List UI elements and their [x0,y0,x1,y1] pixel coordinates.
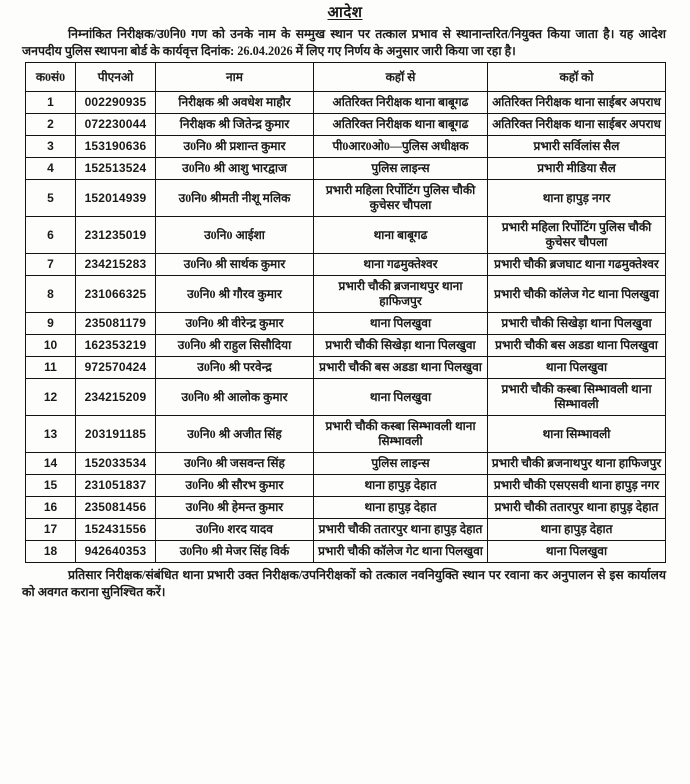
cell-pno: 234215283 [76,254,156,276]
cell-sno: 2 [26,114,76,136]
cell-to: प्रभारी मीडिया सैल [488,158,666,180]
cell-to: प्रभारी सर्विलांस सैल [488,136,666,158]
cell-from: प्रभारी चौकी सिखेड़ा थाना पिलखुवा [314,335,488,357]
cell-sno: 13 [26,416,76,453]
cell-pno: 152513524 [76,158,156,180]
cell-from: पुलिस लाइन्स [314,158,488,180]
cell-name: उ0नि0 श्री अजीत सिंह [156,416,314,453]
cell-pno: 152033534 [76,453,156,475]
cell-name: उ0नि0 श्री वीरेन्द्र कुमार [156,313,314,335]
cell-from: प्रभारी महिला रिर्पोटिंग पुलिस चौकी कुचेसर चौपला [314,180,488,217]
table-row [26,416,666,453]
cell-from: थाना बाबूगढ [314,217,488,254]
cell-from: अतिरिक्त निरीक्षक थाना बाबूगढ [314,114,488,136]
cell-pno: 203191185 [76,416,156,453]
cell-sno: 15 [26,475,76,497]
footer-text: प्रतिसार निरीक्षक/संबंधित थाना प्रभारी उक्त निरीक्षक/उपनिरीक्षकों को तत्काल नवनियुक्ति स्थान पर रवाना कर अनुपालन से इस कार्यालय को अवगत कराना सुनिश्चित करें। [22,568,666,599]
table-row [26,497,666,519]
cell-pno: 162353219 [76,335,156,357]
transfer-order-table [25,62,666,563]
cell-from: प्रभारी चौकी बस अडडा थाना पिलखुवा [314,357,488,379]
table-row [26,136,666,158]
cell-pno: 235081179 [76,313,156,335]
cell-name: उ0नि0 श्री गौरव कुमार [156,276,314,313]
cell-to: थाना हापुड़ देहात [488,519,666,541]
cell-from: थाना पिलखुवा [314,313,488,335]
table-row [26,475,666,497]
cell-name: उ0नि0 श्री सार्थक कुमार [156,254,314,276]
cell-to: अतिरिक्त निरीक्षक थाना साईबर अपराध [488,92,666,114]
cell-from: थाना हापुड़ देहात [314,497,488,519]
cell-from: प्रभारी चौकी ब्रजनाथपुर थाना हाफिजपुर [314,276,488,313]
table-header [26,63,666,92]
cell-from: थाना गढमुक्तेश्वर [314,254,488,276]
table-row [26,114,666,136]
cell-to: थाना पिलखुवा [488,357,666,379]
column-header-from: कहॉ से [314,63,488,92]
cell-to: प्रभारी चौकी ब्रजघाट थाना गढमुक्तेश्वर [488,254,666,276]
cell-name: उ0नि0 श्री जसवन्त सिंह [156,453,314,475]
cell-sno: 4 [26,158,76,180]
cell-sno: 18 [26,541,76,563]
cell-name: उ0नि0 श्री सौरभ कुमार [156,475,314,497]
cell-sno: 9 [26,313,76,335]
cell-from: थाना पिलखुवा [314,379,488,416]
cell-sno: 3 [26,136,76,158]
intro-line-2: यह आदेश जनपदीय पुलिस स्थापना बोर्ड के कार्यवृत्त दिनांक: 26.04.2026 में लिए गए निर्णय के अनुसार जारी किया जा रहा है। [22,27,666,58]
cell-sno: 5 [26,180,76,217]
cell-pno: 972570424 [76,357,156,379]
cell-sno: 8 [26,276,76,313]
cell-to: प्रभारी चौकी एसएसवी थाना हापुड़ नगर [488,475,666,497]
table-row [26,541,666,563]
page-title: आदेश [327,5,363,21]
intro-paragraph [22,26,666,59]
cell-pno: 152014939 [76,180,156,217]
table-row [26,335,666,357]
cell-sno: 1 [26,92,76,114]
cell-name: उ0नि0 श्री हेमन्त कुमार [156,497,314,519]
cell-pno: 942640353 [76,541,156,563]
column-header-sno: क0सं0 [26,63,76,92]
cell-to: प्रभारी महिला रिर्पोटिंग पुलिस चौकी कुचेसर चौपला [488,217,666,254]
cell-pno: 231066325 [76,276,156,313]
table-row [26,313,666,335]
table-header-row [26,63,666,92]
cell-sno: 16 [26,497,76,519]
cell-to: प्रभारी चौकी कॉलेज गेट थाना पिलखुवा [488,276,666,313]
cell-from: थाना हापुड़ देहात [314,475,488,497]
cell-sno: 12 [26,379,76,416]
cell-from: प्रभारी चौकी कॉलेज गेट थाना पिलखुवा [314,541,488,563]
footer-instruction [22,567,666,600]
cell-pno: 234215209 [76,379,156,416]
cell-from: प्रभारी चौकी कस्बा सिम्भावली थाना सिम्भावली [314,416,488,453]
cell-sno: 11 [26,357,76,379]
cell-sno: 17 [26,519,76,541]
cell-sno: 14 [26,453,76,475]
cell-sno: 6 [26,217,76,254]
cell-pno: 002290935 [76,92,156,114]
column-header-pno: पीएनओ [76,63,156,92]
table-body [26,92,666,563]
cell-pno: 153190636 [76,136,156,158]
cell-to: अतिरिक्त निरीक्षक थाना साईबर अपराध [488,114,666,136]
cell-name: उ0नि0 श्रीमती नीशू मलिक [156,180,314,217]
cell-from: प्रभारी चौकी ततारपुर थाना हापुड़ देहात [314,519,488,541]
cell-pno: 152431556 [76,519,156,541]
cell-name: उ0नि0 शरद यादव [156,519,314,541]
cell-pno: 231235019 [76,217,156,254]
cell-sno: 7 [26,254,76,276]
cell-name: उ0नि0 श्री परवेन्द्र [156,357,314,379]
cell-to: प्रभारी चौकी ततारपुर थाना हापुड़ देहात [488,497,666,519]
cell-pno: 072230044 [76,114,156,136]
cell-from: अतिरिक्त निरीक्षक थाना बाबूगढ [314,92,488,114]
column-header-name: नाम [156,63,314,92]
cell-name: उ0नि0 श्री राहुल सिसौदिया [156,335,314,357]
column-header-to: कहॉ को [488,63,666,92]
cell-to: प्रभारी चौकी कस्बा सिम्भावली थाना सिम्भावली [488,379,666,416]
cell-from: पुलिस लाइन्स [314,453,488,475]
table-row [26,519,666,541]
cell-name: उ0नि0 श्री आलोक कुमार [156,379,314,416]
cell-name: उ0नि0 श्री मेजर सिंह विर्क [156,541,314,563]
cell-pno: 235081456 [76,497,156,519]
cell-pno: 231051837 [76,475,156,497]
cell-sno: 10 [26,335,76,357]
cell-name: उ0नि0 श्री आशु भारद्वाज [156,158,314,180]
cell-name: निरीक्षक श्री अवधेश माहौर [156,92,314,114]
table-row [26,276,666,313]
table-row [26,453,666,475]
table-row [26,180,666,217]
table-row [26,158,666,180]
table-row [26,92,666,114]
cell-to: प्रभारी चौकी बस अडडा थाना पिलखुवा [488,335,666,357]
cell-to: प्रभारी चौकी सिखेड़ा थाना पिलखुवा [488,313,666,335]
table-row [26,217,666,254]
table-row [26,357,666,379]
table-row [26,254,666,276]
cell-to: थाना हापुड़ नगर [488,180,666,217]
cell-name: उ0नि0 आईशा [156,217,314,254]
cell-from: पी0आर0ओ0—पुलिस अधीक्षक [314,136,488,158]
table-row [26,379,666,416]
cell-to: प्रभारी चौकी ब्रजनाथपुर थाना हाफिजपुर [488,453,666,475]
cell-to: थाना पिलखुवा [488,541,666,563]
intro-line-1: निम्नांकित निरीक्षक/उ0नि0 गण को उनके नाम के सम्मुख स्थान पर तत्काल प्रभाव से स्थानान्तरित/नियुक्त किया जाता है। [68,27,615,41]
cell-name: निरीक्षक श्री जितेन्द्र कुमार [156,114,314,136]
cell-to: थाना सिम्भावली [488,416,666,453]
cell-name: उ0नि0 श्री प्रशान्त कुमार [156,136,314,158]
